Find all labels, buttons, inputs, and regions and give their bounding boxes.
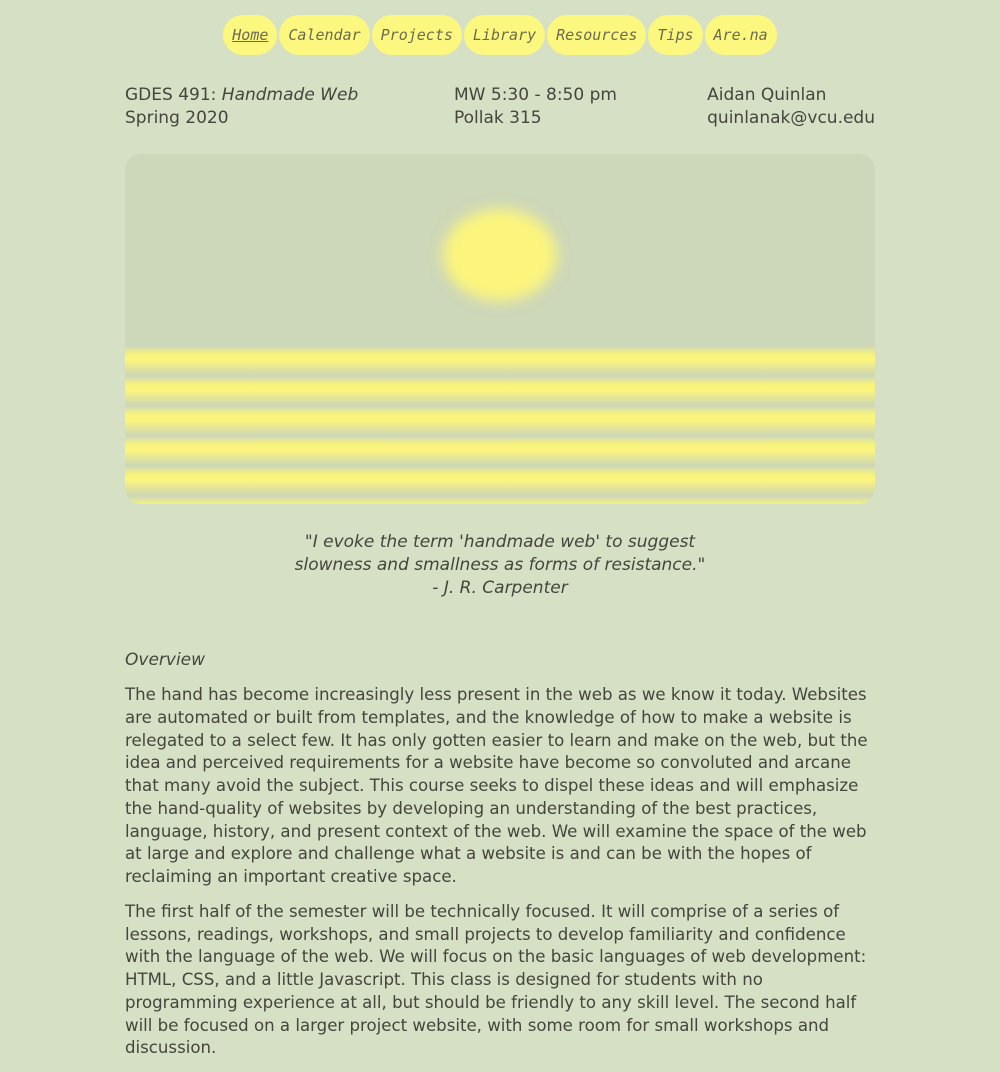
course-term: Spring 2020 [125,108,229,128]
main-nav [0,15,1000,55]
instructor-block [707,84,875,130]
quote-line-1: "I evoke the term 'handmade web' to suggest [304,532,696,552]
nav-resources[interactable]: Resources [547,15,646,55]
nav-home[interactable]: Home [223,15,277,55]
course-schedule-block [454,84,617,130]
horizon-stripes [125,346,875,504]
sun-shape [443,209,557,301]
nav-projects[interactable]: Projects [372,15,462,55]
overview-paragraph-2: The first half of the semester will be technically focused. It will comprise of a series of lessons, readings, workshops, and small projects to develop familiarity and confidence with the language of the web. We will focus on the basic languages of web development: HTML, CSS, and a little Javascript. This class is designed for students with no programming experience at all, but should be friendly to any skill level. The second half will be focused on a larger project website, with some room for small workshops and discussion. [125,901,867,1058]
course-info [125,84,875,134]
course-heading [125,84,358,107]
overview-heading: Overview [125,650,206,670]
instructor-name: Aidan Quinlan [707,85,827,105]
nav-tips[interactable]: Tips [648,15,702,55]
course-room: Pollak 315 [454,108,542,128]
course-schedule: MW 5:30 - 8:50 pm [454,85,617,105]
pull-quote [0,531,1000,600]
overview-paragraph-1: The hand has become increasingly less present in the web as we know it today. Websites are automated or built from templates, and the knowledge of how to make a website is relegated to a select few. It has only gotten easier to learn and make on the web, but the idea and perceived requirements for a website have become so convoluted and arcane that many avoid the subject. This course seeks to dispel these ideas and will emphasize the hand-quality of websites by developing an understanding of the best practices, language, history, and present context of the web. We will examine the space of the web at large and explore and challenge what a website is and can be with the hopes of reclaiming an important creative space. [125,685,868,886]
overview-body [125,684,877,1072]
quote-line-2: slowness and smallness as forms of resistance." [294,555,706,575]
instructor-email: quinlanak@vcu.edu [707,108,875,128]
hero-sunset-image [125,154,875,504]
nav-arena[interactable]: Are.na [705,15,777,55]
nav-calendar[interactable]: Calendar [279,15,369,55]
course-title: Handmade Web [221,85,359,105]
course-code: GDES 491: [125,85,222,105]
quote-attribution: - J. R. Carpenter [432,578,568,598]
course-title-block [125,84,358,130]
nav-library[interactable]: Library [464,15,545,55]
